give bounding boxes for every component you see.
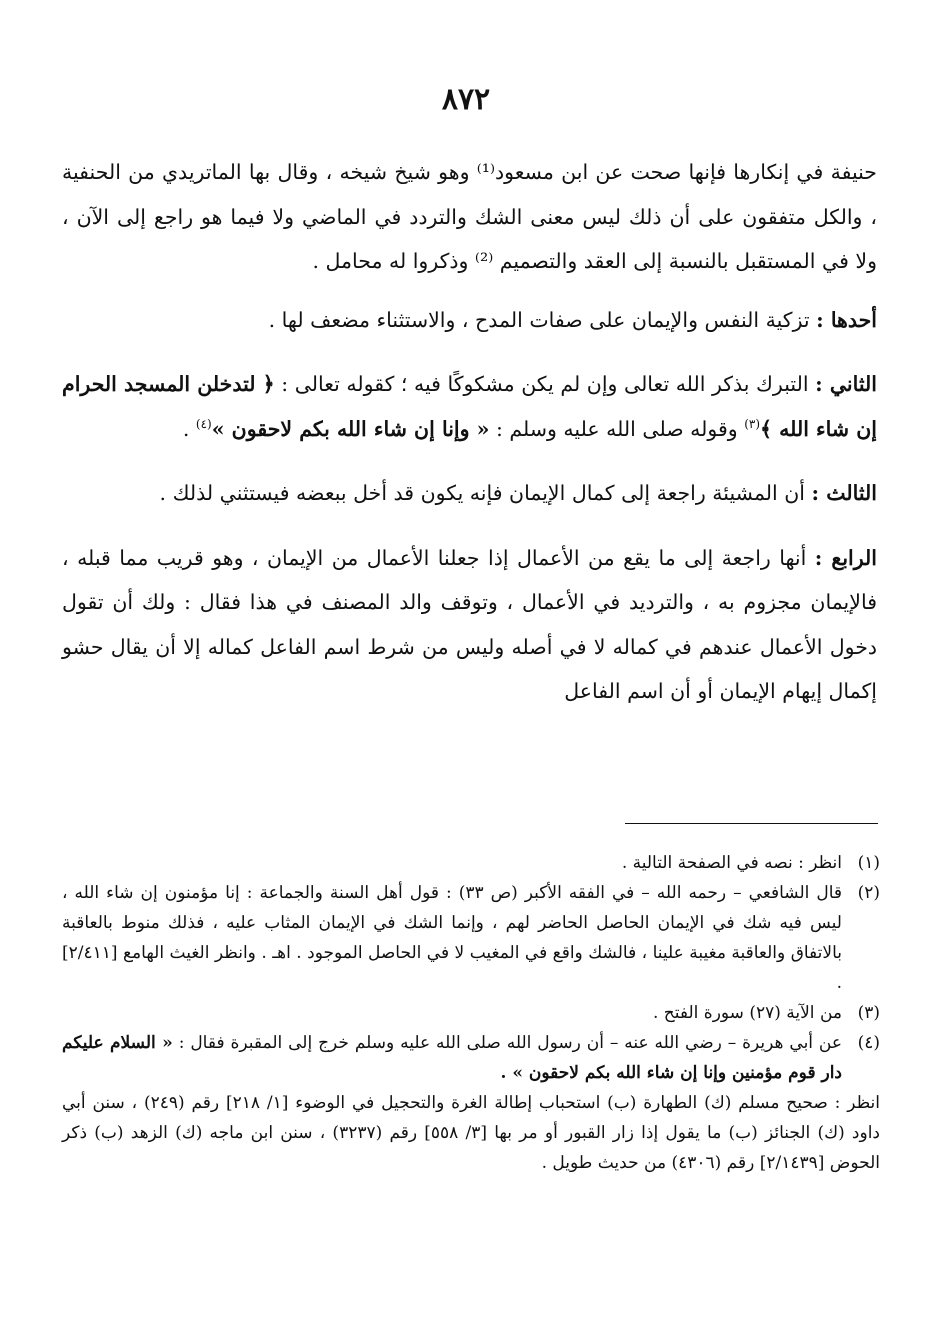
paragraph-text: تزكية النفس والإيمان على صفات المدح ، والاستثناء مضعف لها . xyxy=(268,307,817,332)
quran-quote: ﴿ لتدخلن المسجد الحرام إن شاء الله ﴾ xyxy=(62,372,877,441)
footnotes xyxy=(62,848,880,1178)
footnote-number: (٣) xyxy=(857,1003,880,1023)
term-third: الثالث : xyxy=(811,481,877,505)
footnote xyxy=(62,998,880,1028)
main-text xyxy=(62,150,877,734)
footnote-source: انظر : صحيح مسلم (ك) الطهارة (ب) استحباب إطالة الغرة والتحجيل في الوضوء [١/ ٢١٨] رقم (٢٤٩) ، سنن أبي داود (ك) الجنائز (ب) ما يقول إذا زار القبور أو مر بها [٣/ ٥٥٨] رقم (٣٢٣٧) ، سنن ابن ماجه (ك) الزهد (ب) ذكر الحوض [٢/١٤٣٩] رقم (٤٣٠٦) من حديث طويل . xyxy=(62,1093,881,1173)
footnote-ref: (٣) xyxy=(744,416,761,431)
paragraph-text: أن المشيئة راجعة إلى كمال الإيمان فإنه يكون قد أخل ببعضه فيستثني لذلك . xyxy=(159,481,812,505)
footnote-separator xyxy=(625,823,878,824)
footnote xyxy=(62,878,880,998)
footnote-number: (٢) xyxy=(857,883,880,903)
paragraph-third-meaning xyxy=(62,471,877,516)
footnote-text xyxy=(62,1028,842,1088)
footnote xyxy=(62,1028,880,1088)
paragraph-text: التبرك بذكر الله تعالى وإن لم يكن مشكوكًا فيه ؛ كقوله تعالى : xyxy=(274,372,816,396)
paragraph-text: أنها راجعة إلى ما يقع من الأعمال إذا جعلنا الأعمال من الإيمان ، وهو قريب مما قبله ، فالإيمان مجزوم به ، والترديد في الأعمال ، وتوقف والد المصنف في هذا فقال : ولك أن تقول دخول الأعمال عندهم في كماله لا في أصله وليس من شرط اسم الفاعل كماله إلا أن يقال حشو إكمال إيهام الإيمان أو أن اسم الفاعل xyxy=(62,545,877,703)
footnote-number: (١) xyxy=(857,853,880,873)
term-first: أحدها : xyxy=(816,307,877,332)
term-second: الثاني : xyxy=(815,372,877,396)
page-number: ٨٧٢ xyxy=(441,82,491,117)
hadith-quote: « السلام عليكم دار قوم مؤمنين وإنا إن شاء الله بكم لاحقون » . xyxy=(62,1033,842,1083)
hadith-quote: « وإنا إن شاء الله بكم لاحقون » xyxy=(211,416,490,441)
footnote xyxy=(62,848,880,878)
term-fourth: الرابع : xyxy=(814,545,877,570)
footnote-number: (٤) xyxy=(857,1033,880,1053)
paragraph-text: وقوله صلى الله عليه وسلم : xyxy=(489,416,745,441)
footnote-text: قال الشافعي – رحمه الله – في الفقه الأكبر (ص ٣٣) : قول أهل السنة والجماعة : إنا مؤمنون إن شاء الله ، ليس فيه شك في الإيمان الحاصل الحاضر لهم ، وإنما الشك في الإيمان المثاب عليه ، فذلك منوط بالعاقبة بالاتفاق والعاقبة مغيبة علينا ، فالشك واقع في المغيب لا في الحاصل الموجود . اهـ . وانظر الغيث الهامع [٢/٤١١] . xyxy=(62,883,842,993)
footnote-text: من الآية (٢٧) سورة الفتح . xyxy=(652,1003,842,1023)
paragraph-first-meaning xyxy=(62,298,877,343)
paragraph-text: . xyxy=(182,416,196,441)
footnote-ref: (٤) xyxy=(195,416,212,431)
paragraph-second-meaning xyxy=(62,362,877,451)
paragraph-intro: حنيفة في إنكارها فإنها صحت عن ابن مسعود⁽¹⁾ وهو شيخ شيخه ، وقال بها الماتريدي من الحنفية ، والكل متفقون على أن ذلك ليس معنى الشك والتردد في الماضي ولا فيما هو راجع إلى الآن ، ولا في المستقبل بالنسبة إلى العقد والتصميم ⁽²⁾ وذكروا له محامل . xyxy=(62,160,877,273)
footnote-text: انظر : نصه في الصفحة التالية . xyxy=(621,853,842,873)
paragraph-fourth-meaning xyxy=(62,536,877,714)
footnote-text-plain: عن أبي هريرة – رضي الله عنه – أن رسول الله صلى الله عليه وسلم خرج إلى المقبرة فقال : xyxy=(178,1033,842,1053)
